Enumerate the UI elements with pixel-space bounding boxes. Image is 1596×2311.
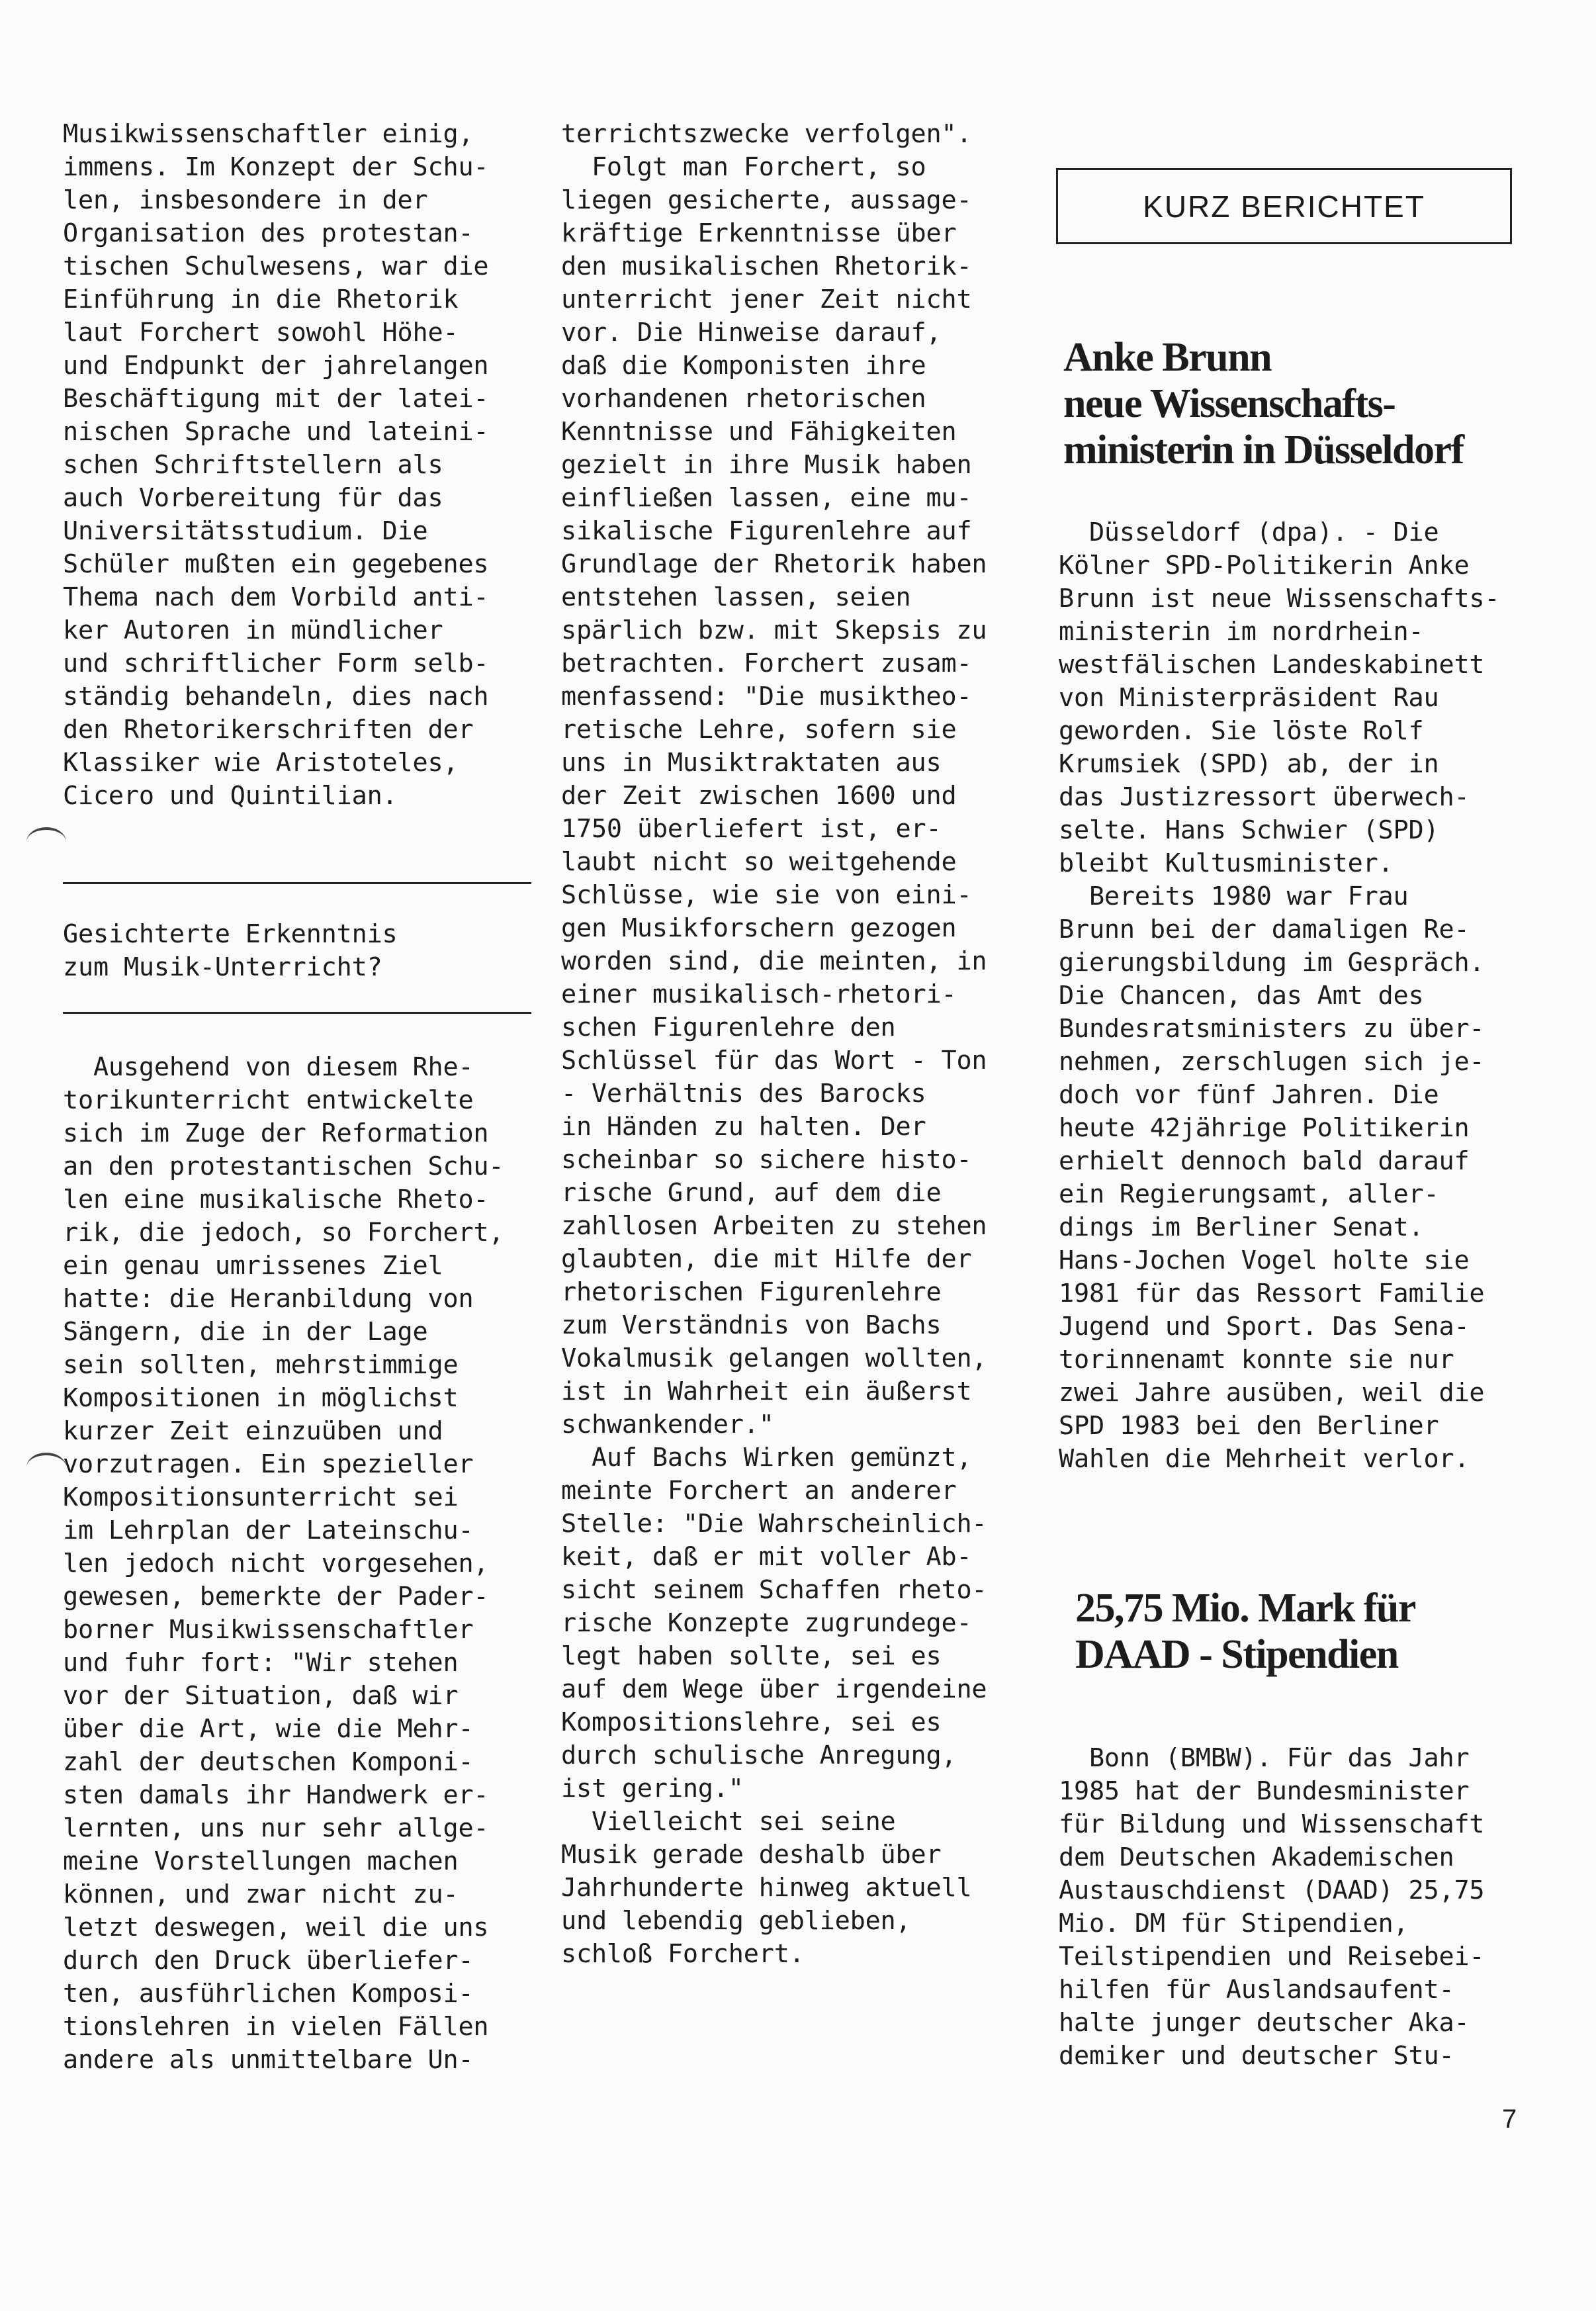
text-line: 25,75 Mio. Mark für: [1075, 1586, 1415, 1631]
text-line: Düsseldorf (dpa). - Die: [1059, 518, 1439, 547]
text-line: Brunn bei der damaligen Re-: [1059, 915, 1470, 944]
text-line: Kompositionslehre, sei es: [561, 1707, 942, 1737]
text-line: Cicero und Quintilian.: [63, 781, 398, 811]
text-line: zum Verständnis von Bachs: [561, 1310, 942, 1340]
text-line: schen Figurenlehre den: [561, 1013, 896, 1042]
text-line: Thema nach dem Vorbild anti-: [63, 582, 489, 612]
text-line: meine Vorstellungen machen: [63, 1846, 459, 1876]
column-1: [63, 118, 536, 813]
text-line: Organisation des protestan-: [63, 218, 474, 248]
text-line: lernten, uns nur sehr allge-: [63, 1813, 489, 1843]
text-line: halte junger deutscher Aka-: [1059, 2008, 1470, 2038]
text-line: durch schulische Anregung,: [561, 1741, 957, 1770]
column-2: [561, 118, 1038, 1971]
subhead-rule-bottom: [63, 1012, 531, 1014]
text-line: ist gering.": [561, 1774, 744, 1803]
column-1-para-1: [63, 118, 536, 813]
text-line: Auf Bachs Wirken gemünzt,: [561, 1443, 972, 1473]
text-line: Folgt man Forchert, so: [561, 152, 926, 182]
text-line: Krumsiek (SPD) ab, der in: [1059, 749, 1439, 779]
text-line: geworden. Sie löste Rolf: [1059, 716, 1424, 746]
text-line: dings im Berliner Senat.: [1059, 1212, 1424, 1242]
text-line: gezielt in ihre Musik haben: [561, 450, 972, 480]
text-line: sicht seinem Schaffen rheto-: [561, 1575, 987, 1605]
text-line: Jugend und Sport. Das Sena-: [1059, 1312, 1470, 1341]
text-line: können, und zwar nicht zu-: [63, 1880, 459, 1909]
text-line: Jahrhunderte hinweg aktuell: [561, 1873, 972, 1903]
text-line: torinnenamt konnte sie nur: [1059, 1345, 1454, 1375]
text-line: uns in Musiktraktaten aus: [561, 748, 942, 778]
text-line: len jedoch nicht vorgesehen,: [63, 1549, 489, 1578]
text-line: Hans-Jochen Vogel holte sie: [1059, 1246, 1470, 1275]
text-line: Anke Brunn: [1063, 335, 1272, 380]
text-line: SPD 1983 bei den Berliner: [1059, 1411, 1439, 1441]
text-line: ist in Wahrheit ein äußerst: [561, 1377, 972, 1406]
text-line: gierungsbildung im Gespräch.: [1059, 948, 1485, 977]
text-line: den Rhetorikerschriften der: [63, 715, 474, 745]
text-line: demiker und deutscher Stu-: [1059, 2041, 1454, 2071]
text-line: zum Musik-Unterricht?: [63, 952, 382, 982]
text-line: ten, ausführlichen Komposi-: [63, 1979, 474, 2009]
article-2-body: [1059, 1742, 1535, 2073]
text-line: Klassiker wie Aristoteles,: [63, 748, 459, 778]
text-line: betrachten. Forchert zusam-: [561, 649, 972, 678]
text-line: kurzer Zeit einzuüben und: [63, 1416, 443, 1446]
text-line: rik, die jedoch, so Forchert,: [63, 1218, 504, 1247]
punch-hole-mark-top: [26, 827, 66, 856]
text-line: und Endpunkt der jahrelangen: [63, 351, 489, 381]
text-line: Brunn ist neue Wissenschafts-: [1059, 584, 1500, 613]
text-line: Kompositionen in möglichst: [63, 1383, 459, 1413]
text-line: vor. Die Hinweise darauf,: [561, 318, 942, 347]
text-line: Vielleicht sei seine: [561, 1807, 896, 1836]
text-line: ker Autoren in mündlicher: [63, 615, 443, 645]
text-line: hilfen für Auslandsaufent-: [1059, 1975, 1454, 2005]
text-line: meinte Forchert an anderer: [561, 1476, 957, 1506]
text-line: sikalische Figurenlehre auf: [561, 516, 972, 546]
text-line: Sängern, die in der Lage: [63, 1317, 428, 1347]
subheading: [63, 918, 536, 984]
text-line: Stelle: "Die Wahrscheinlich-: [561, 1509, 987, 1539]
text-line: schen Schriftstellern als: [63, 450, 443, 480]
text-line: westfälischen Landeskabinett: [1059, 650, 1485, 680]
text-line: zahl der deutschen Komponi-: [63, 1747, 474, 1777]
text-line: andere als unmittelbare Un-: [63, 2045, 474, 2075]
subhead-rule-top: [63, 882, 531, 884]
text-line: kräftige Erkenntnisse über: [561, 218, 957, 248]
text-line: Kölner SPD-Politikerin Anke: [1059, 551, 1470, 580]
article-1-headline: [1063, 334, 1540, 473]
text-line: über die Art, wie die Mehr-: [63, 1714, 474, 1744]
text-line: gen Musikforschern gezogen: [561, 913, 957, 943]
text-line: 1985 hat der Bundesminister: [1059, 1776, 1470, 1806]
text-line: auf dem Wege über irgendeine: [561, 1674, 987, 1704]
text-line: Vokalmusik gelangen wollten,: [561, 1343, 987, 1373]
text-line: scheinbar so sichere histo-: [561, 1145, 972, 1175]
text-line: schwankender.": [561, 1410, 774, 1439]
text-line: immens. Im Konzept der Schu-: [63, 152, 489, 182]
article-2-body-lines: [1059, 1742, 1535, 2073]
text-line: Gesichterte Erkenntnis: [63, 919, 398, 949]
text-line: hatte: die Heranbildung von: [63, 1284, 474, 1314]
text-line: worden sind, die meinten, in: [561, 946, 987, 976]
subheading-lines: [63, 918, 536, 984]
text-line: zwei Jahre ausüben, weil die: [1059, 1378, 1485, 1408]
article-2-headline: [1075, 1582, 1552, 1677]
text-line: Schlüssel für das Wort - Ton: [561, 1046, 987, 1075]
text-line: menfassend: "Die musiktheo-: [561, 682, 972, 711]
text-line: doch vor fünf Jahren. Die: [1059, 1080, 1439, 1110]
article-2-headline-lines: [1075, 1582, 1552, 1677]
text-line: und fuhr fort: "Wir stehen: [63, 1648, 459, 1678]
text-line: tischen Schulwesens, war die: [63, 251, 489, 281]
text-line: in Händen zu halten. Der: [561, 1112, 926, 1142]
text-line: für Bildung und Wissenschaft: [1059, 1809, 1485, 1839]
article-1-headline-lines: [1063, 334, 1540, 473]
text-line: laut Forchert sowohl Höhe-: [63, 318, 459, 347]
text-line: 1750 überliefert ist, er-: [561, 814, 942, 844]
text-line: borner Musikwissenschaftler: [63, 1615, 474, 1645]
column-2-lines: [561, 118, 1038, 1971]
punch-hole-mark-bottom: [26, 1453, 66, 1482]
text-line: rische Konzepte zugrundege-: [561, 1608, 972, 1638]
text-line: DAAD - Stipendien: [1075, 1632, 1398, 1677]
text-line: Die Chancen, das Amt des: [1059, 981, 1424, 1011]
text-line: vorzutragen. Ein spezieller: [63, 1449, 474, 1479]
text-line: und lebendig geblieben,: [561, 1906, 911, 1936]
text-line: daß die Komponisten ihre: [561, 351, 926, 381]
text-line: das Justizressort überwech-: [1059, 782, 1470, 812]
text-line: ein Regierungsamt, aller-: [1059, 1179, 1439, 1209]
text-line: erhielt dennoch bald darauf: [1059, 1146, 1470, 1176]
page-number: 7: [1502, 2105, 1517, 2134]
text-line: retische Lehre, sofern sie: [561, 715, 957, 745]
text-line: Kenntnisse und Fähigkeiten: [561, 417, 957, 447]
text-line: Einführung in die Rhetorik: [63, 285, 459, 314]
text-line: 1981 für das Ressort Familie: [1059, 1279, 1485, 1308]
text-line: - Verhältnis des Barocks: [561, 1079, 926, 1109]
text-line: laubt nicht so weitgehende: [561, 847, 957, 877]
text-line: von Ministerpräsident Rau: [1059, 683, 1439, 713]
text-line: Musik gerade deshalb über: [561, 1840, 942, 1870]
text-line: sten damals ihr Handwerk er-: [63, 1780, 489, 1810]
kurz-berichtet-label: KURZ BERICHTET: [1143, 189, 1425, 224]
text-line: im Lehrplan der Lateinschu-: [63, 1516, 474, 1545]
text-line: Universitätsstudium. Die: [63, 516, 428, 546]
text-line: vor der Situation, daß wir: [63, 1681, 459, 1711]
text-line: selte. Hans Schwier (SPD): [1059, 815, 1439, 845]
text-line: keit, daß er mit voller Ab-: [561, 1542, 972, 1572]
text-line: einfließen lassen, eine mu-: [561, 483, 972, 513]
text-line: der Zeit zwischen 1600 und: [561, 781, 957, 811]
text-line: ein genau umrissenes Ziel: [63, 1251, 443, 1281]
text-line: den musikalischen Rhetorik-: [561, 251, 972, 281]
text-line: Musikwissenschaftler einig,: [63, 119, 474, 149]
text-line: letzt deswegen, weil die uns: [63, 1913, 489, 1942]
text-line: sein sollten, mehrstimmige: [63, 1350, 459, 1380]
kurz-berichtet-box: [1056, 168, 1512, 244]
text-line: Teilstipendien und Reisebei-: [1059, 1942, 1485, 1971]
text-line: legt haben sollte, sei es: [561, 1641, 942, 1671]
text-line: dem Deutschen Akademischen: [1059, 1842, 1454, 1872]
article-1-body: [1059, 516, 1535, 1476]
text-line: len, insbesondere in der: [63, 185, 428, 215]
text-line: len eine musikalische Rheto-: [63, 1185, 489, 1214]
text-line: an den protestantischen Schu-: [63, 1152, 504, 1181]
text-line: Ausgehend von diesem Rhe-: [63, 1052, 474, 1082]
text-line: zahllosen Arbeiten zu stehen: [561, 1211, 987, 1241]
text-line: nischen Sprache und lateini-: [63, 417, 489, 447]
text-line: und schriftlicher Form selb-: [63, 649, 489, 678]
text-line: glaubten, die mit Hilfe der: [561, 1244, 972, 1274]
text-line: Bereits 1980 war Frau: [1059, 882, 1409, 911]
text-line: neue Wissenschafts-: [1063, 381, 1396, 426]
text-line: Beschäftigung mit der latei-: [63, 384, 489, 414]
text-line: Schlüsse, wie sie von eini-: [561, 880, 972, 910]
text-line: Mio. DM für Stipendien,: [1059, 1909, 1409, 1938]
text-line: Austauschdienst (DAAD) 25,75: [1059, 1876, 1485, 1905]
text-line: bleibt Kultusminister.: [1059, 848, 1394, 878]
text-line: ständig behandeln, dies nach: [63, 682, 489, 711]
text-line: vorhandenen rhetorischen: [561, 384, 926, 414]
column-1-para-2-lines: [63, 1051, 536, 2077]
text-line: heute 42jährige Politikerin: [1059, 1113, 1470, 1143]
text-line: tionslehren in vielen Fällen: [63, 2012, 489, 2042]
text-line: unterricht jener Zeit nicht: [561, 285, 972, 314]
text-line: spärlich bzw. mit Skepsis zu: [561, 615, 987, 645]
text-line: auch Vorbereitung für das: [63, 483, 443, 513]
text-line: liegen gesicherte, aussage-: [561, 185, 972, 215]
text-line: nehmen, zerschlugen sich je-: [1059, 1047, 1485, 1077]
text-line: Schüler mußten ein gegebenes: [63, 549, 489, 579]
text-line: Bundesratsministers zu über-: [1059, 1014, 1485, 1044]
text-line: Bonn (BMBW). Für das Jahr: [1059, 1743, 1470, 1773]
text-line: Grundlage der Rhetorik haben: [561, 549, 987, 579]
article-1-body-lines: [1059, 516, 1535, 1476]
text-line: Kompositionsunterricht sei: [63, 1482, 459, 1512]
text-line: sich im Zuge der Reformation: [63, 1118, 489, 1148]
text-line: Wahlen die Mehrheit verlor.: [1059, 1444, 1470, 1474]
text-line: einer musikalisch-rhetori-: [561, 979, 957, 1009]
text-line: entstehen lassen, seien: [561, 582, 911, 612]
text-line: rhetorischen Figurenlehre: [561, 1277, 942, 1307]
text-line: rische Grund, auf dem die: [561, 1178, 942, 1208]
column-1-para-2: [63, 1051, 536, 2077]
text-line: ministerin im nordrhein-: [1059, 617, 1424, 647]
text-line: gewesen, bemerkte der Pader-: [63, 1582, 489, 1611]
text-line: terrichtszwecke verfolgen".: [561, 119, 972, 149]
text-line: torikunterricht entwickelte: [63, 1085, 474, 1115]
text-line: ministerin in Düsseldorf: [1063, 428, 1464, 473]
text-line: schloß Forchert.: [561, 1939, 805, 1969]
text-line: durch den Druck überliefer-: [63, 1946, 474, 1975]
